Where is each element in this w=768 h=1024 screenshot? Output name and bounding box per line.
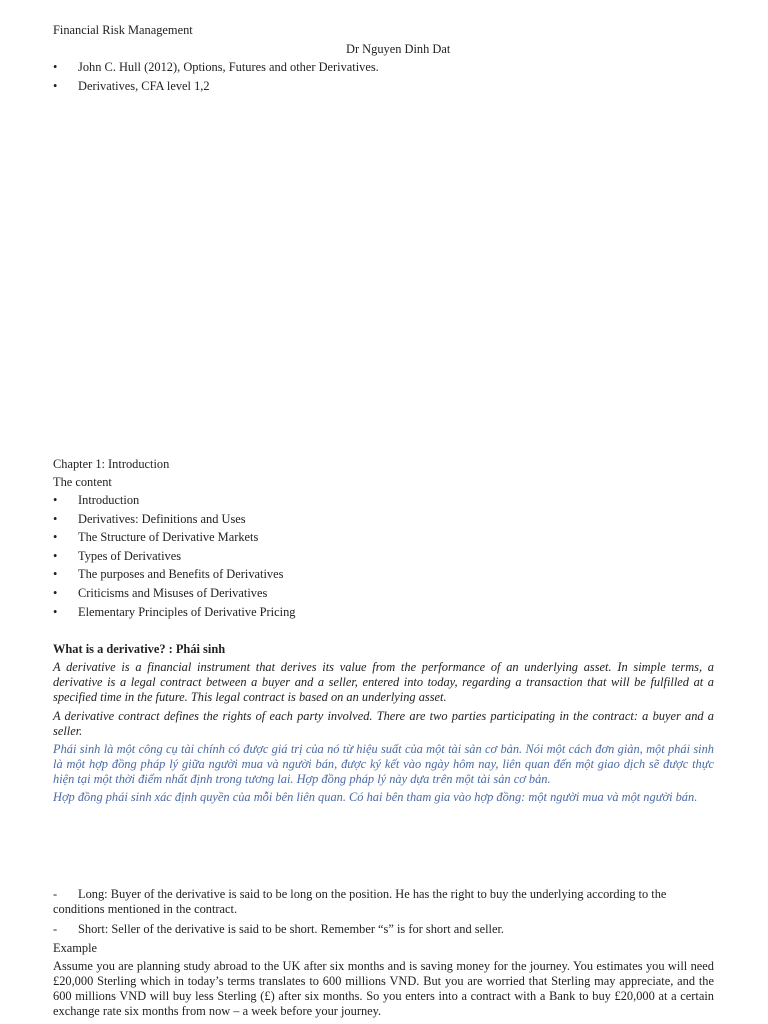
list-item — [53, 586, 713, 605]
list-item — [53, 512, 713, 531]
content-item-text: Elementary Principles of Derivative Pricing — [78, 604, 296, 619]
reference-text: Derivatives, CFA level 1,2 — [78, 78, 210, 93]
dash-icon: - — [53, 887, 58, 901]
bullet-icon: • — [53, 585, 58, 600]
bullet-icon: • — [53, 567, 58, 582]
example-paragraph: Assume you are planning study abroad to the UK after six months and is saving money for the journey. You estimates you will need £20,000 Sterling which in today’s terms translates to 600 millions VND. But you are worried that Sterling may appreciate, and the 600 millions VND will buy less Sterling (£) after six months. So you enters into a contract with a Bank to buy £20,000 at a certain exchange rate six months from now – a week before your journey. — [53, 959, 714, 1018]
long-position-text-cont: conditions mentioned in the contract. — [53, 902, 238, 916]
content-item-text: The purposes and Benefits of Derivatives — [78, 567, 284, 582]
definition-paragraph-vi-2: Hợp đồng phái sinh xác định quyền của mỗi bên liên quan. Có hai bên tham gia vào hợp đồng: một người mua và một người bán. — [53, 790, 698, 804]
content-item-text: Derivatives: Definitions and Uses — [78, 511, 246, 526]
content-item-text: Criticisms and Misuses of Derivatives — [78, 585, 268, 600]
bullet-icon: • — [53, 78, 58, 93]
bullet-icon: • — [53, 530, 58, 545]
definition-paragraph-en-2: A derivative contract defines the rights of each party involved. There are two parties participating in the contract: a buyer and a seller. — [53, 709, 714, 738]
bullet-icon: • — [53, 511, 58, 526]
list-item — [53, 530, 713, 549]
content-item-text: Introduction — [78, 493, 140, 507]
content-label: The content — [53, 475, 112, 489]
long-position-item — [53, 887, 714, 917]
long-position-text: Long: Buyer of the derivative is said to be long on the position. He has the right to buy the underlying according to the — [78, 887, 667, 901]
example-label: Example — [53, 941, 98, 955]
bullet-icon: • — [53, 604, 58, 619]
list-item — [53, 549, 713, 568]
chapter-content-list — [53, 493, 713, 623]
reference-text: John C. Hull (2012), Options, Futures and other Derivatives. — [78, 60, 379, 74]
list-item — [53, 79, 713, 98]
bullet-icon: • — [53, 60, 58, 74]
short-position-text: Short: Seller of the derivative is said to be short. Remember “s” is for short and seller. — [78, 922, 505, 936]
list-item — [53, 493, 713, 512]
bullet-icon: • — [53, 548, 58, 563]
list-item — [53, 605, 713, 624]
content-item-text: Types of Derivatives — [78, 548, 182, 563]
content-item-text: The Structure of Derivative Markets — [78, 530, 259, 545]
short-position-item — [53, 922, 714, 937]
section-heading: What is a derivative? : Phái sinh — [53, 642, 226, 656]
list-item — [53, 60, 713, 79]
bullet-icon: • — [53, 493, 58, 507]
list-item — [53, 567, 713, 586]
definition-paragraph-en-1: A derivative is a financial instrument that derives its value from the performance of an underlying asset. In simple terms, a derivative is a legal contract between a buyer and a seller, entered into today, regarding a transaction that will be fulfilled at a specified time in the future. This legal contract is based on an underlying asset. — [53, 660, 714, 704]
definition-paragraph-vi-1: Phái sinh là một công cụ tài chính có được giá trị của nó từ hiệu suất của một tài sản cơ bản. Nói một cách đơn giản, một phái sinh là một hợp đồng pháp lý giữa người mua và người bán, được ký kết vào ngày hôm nay, liên quan đến một giao dịch sẽ được thực hiện tại một thời điểm nhất định trong tương lai. Hợp đồng pháp lý này dựa trên một tài sản cơ bản. — [53, 742, 714, 786]
author-name: Dr Nguyen Dinh Dat — [346, 42, 451, 56]
course-title: Financial Risk Management — [53, 23, 193, 37]
chapter-title: Chapter 1: Introduction — [53, 457, 170, 471]
reference-list — [53, 60, 713, 97]
dash-icon: - — [53, 922, 58, 936]
